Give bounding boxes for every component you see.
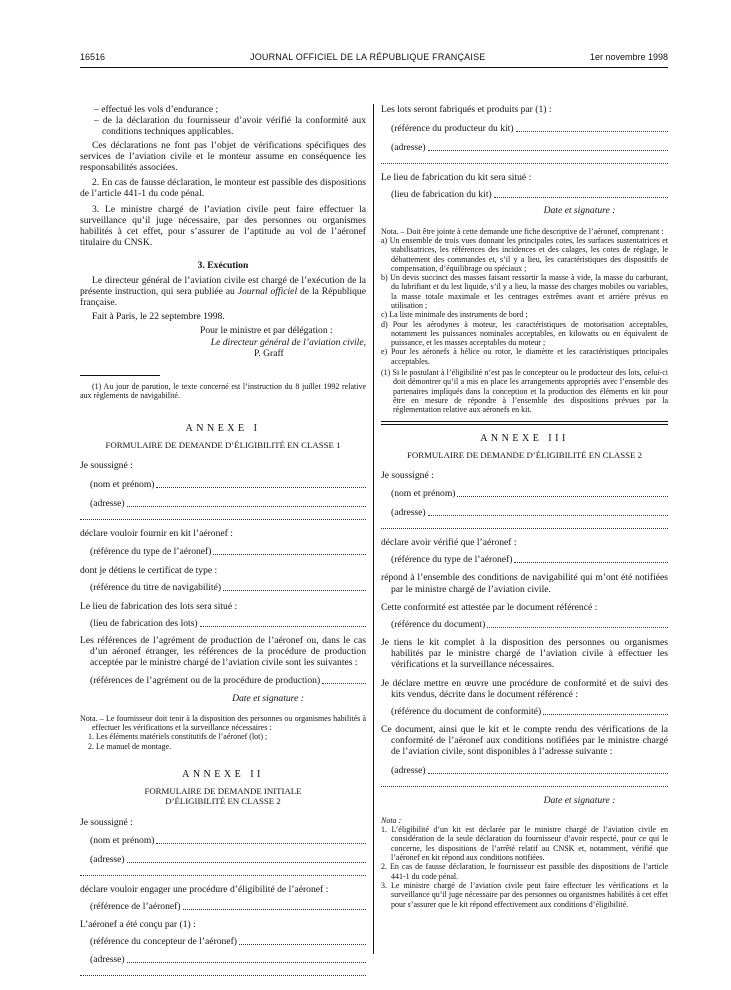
dotted-line <box>80 867 366 876</box>
nota: Nota. – Doit être jointe à cette demande une fiche descriptive de l’aéronef, comprenant : <box>381 226 664 236</box>
paragraph: Le directeur général de l’aviation civile est chargé de l’exécution de la présente instruction, qui sera publiée au Journal officiel de la République française. <box>80 274 366 309</box>
dotted-line <box>80 511 366 520</box>
header-rule <box>80 67 668 68</box>
nota-item: 1. Les éléments matériels constitutifs de l’aéronef (lot) ; <box>88 732 268 742</box>
footnote: (1) Au jour de parution, le texte concerné est l’instruction du 8 juillet 1992 relative aux règlements de navigabilité. <box>80 382 366 401</box>
form-field: (référence du document) <box>381 619 668 630</box>
journal-title: JOURNAL OFFICIEL DE LA RÉPUBLIQUE FRANÇAISE <box>250 52 486 62</box>
annex-subtitle: FORMULAIRE DE DEMANDE D’ÉLIGIBILITÉ EN CLASSE 1 <box>105 439 341 450</box>
footnote-separator <box>80 375 160 376</box>
date-signature: Date et signature : <box>543 205 616 217</box>
nota-item: a) Un ensemble de trois vues donnant les principales cotes, les surfaces sustentatrices et stabilisatrices, les références des incidences et des calages, les cotes de réglage, le débattement des commandes et, s’il y a lieu, les caractéristiques des dispositifs de compensation, d’équilibrage ou spéciaux ; <box>381 235 668 273</box>
form-field: (adresse) <box>80 498 366 509</box>
form-label: répond à l’ensemble des conditions de navigabilité qui m’ont été notifiées par le ministre chargé de l’aviation civile. <box>381 572 668 595</box>
annex-subtitle: FORMULAIRE DE DEMANDE INITIALE <box>144 785 302 796</box>
signatory: P. Graff <box>254 347 284 359</box>
form-label: dont je détiens le certificat de type : <box>80 564 218 576</box>
date-signature: Date et signature : <box>543 794 616 806</box>
nota-item: d) Pour les aérodynes à moteur, les caractéristiques de motorisation acceptables, notamment les puissances nominales acceptables, en kilowatts ou en équivalent de puissance, et les masses acceptables du moteur ; <box>381 319 668 348</box>
form-field: (référence du document de conformité) <box>381 706 668 717</box>
form-field: (référence du producteur du kit) <box>381 123 668 134</box>
nota-item: 2. Le manuel de montage. <box>88 741 172 751</box>
form-field: (référence du titre de navigabilité) <box>80 582 366 593</box>
form-field: (adresse) <box>381 507 668 518</box>
form-label: Les lots seront fabriqués et produits par (1) : <box>381 104 552 115</box>
form-label: Cette conformité est attestée par le document référencé : <box>381 601 598 613</box>
place-date: Fait à Paris, le 22 septembre 1998. <box>92 311 225 323</box>
dotted-line <box>381 520 668 529</box>
form-field: (adresse) <box>381 765 668 776</box>
annex-title: ANNEXE II <box>182 768 264 780</box>
form-field: (adresse) <box>381 142 668 153</box>
form-label: L’aéronef a été conçu par (1) : <box>80 919 196 931</box>
paragraph: 2. En cas de fausse déclaration, le monteur est passible des dispositions de l’article 441-1 du code pénal. <box>80 177 366 200</box>
form-label: Le lieu de fabrication du kit sera situé : <box>381 172 532 184</box>
nota-item: 1. L’éligibilité d’un kit est déclarée par le ministre chargé de l’aviation civile en considération de la seule déclaration du fournisseur d’avoir respecté, pour ce qui le concerne, les dispositions de l’arrêté relatif au CNSK et, notamment, vérifié que l’aéronef en kit répond aux conditions notifiées. <box>381 825 668 863</box>
dash-item: – effectué les vols d’endurance ; <box>94 104 219 115</box>
form-field: (adresse) <box>80 954 366 965</box>
form-field: (référence du concepteur de l’aéronef) <box>80 936 366 947</box>
form-field: (nom et prénom) <box>80 835 366 846</box>
issue-date: 1er novembre 1998 <box>589 52 668 62</box>
right-column <box>381 104 668 909</box>
form-label: Les références de l’agrément de production de l’aéronef ou, dans le cas d’un aéronef étranger, les références de la procédure de production acceptée par le ministre chargé de l’aviation civile sont les suivantes : <box>80 634 366 669</box>
form-label: Le lieu de fabrication des lots sera situé : <box>80 600 238 612</box>
form-field: (nom et prénom) <box>381 488 668 499</box>
form-label: Je soussigné : <box>381 470 434 482</box>
form-field: (lieu de fabrication des lots) <box>80 618 366 629</box>
form-field: (référence du type de l’aéronef) <box>381 554 668 565</box>
left-column <box>80 104 366 976</box>
dash-item: – de la déclaration du fournisseur d’avoir vérifié la conformité aux conditions techniques applicables. <box>94 115 366 138</box>
form-label: déclare vouloir fournir en kit l’aéronef : <box>80 528 233 540</box>
dotted-line <box>80 967 366 976</box>
form-label: Ce document, ainsi que le kit et le compte rendu des vérifications de la conformité de l’aéronef aux conditions notifiées par le ministre chargé de l’aviation civile, sont disponibles à l’adresse suivante : <box>381 724 668 758</box>
annex-subtitle: D’ÉLIGIBILITÉ EN CLASSE 2 <box>165 796 281 807</box>
annex-title: ANNEXE I <box>185 422 261 434</box>
nota-item: 3. Le ministre chargé de l’aviation civile peut faire effectuer les vérifications et la surveillance qu’il juge nécessaire par des personnes ou organismes habilités à cet effet pour s’assurer que le kit répond effectivement aux conditions d’éligibilité. <box>381 880 668 909</box>
form-label: Je soussigné : <box>80 460 133 472</box>
section-title: 3. Exécution <box>197 260 249 272</box>
page-number: 16516 <box>80 52 106 62</box>
paragraph: Ces déclarations ne font pas l’objet de vérifications spécifiques des services de l’aviation civile et le monteur assume en conséquence les responsabilités associées. <box>80 139 366 174</box>
nota-item: 2. En cas de fausse déclaration, le fournisseur est passible des dispositions de l’article 441-1 du code pénal. <box>381 862 668 881</box>
nota-item: b) Un devis succinct des masses faisant ressortir la masse à vide, la masse du carburant, du lubrifiant et du lest liquide, s’il y a lieu, la masse des charges mobiles ou variables, la masse totale maximale et les centrages extrêmes avant et arrière prévus en utilisation ; <box>381 273 668 310</box>
form-field: (lieu de fabrication du kit) <box>381 189 668 200</box>
nota: Nota : <box>381 815 402 825</box>
director-title: Le directeur général de l’aviation civile, <box>210 336 366 348</box>
form-label: Je déclare mettre en œuvre une procédure de conformité et de suivi des kits vendus, décrite dans le document référencé : <box>381 677 668 700</box>
form-label: déclare avoir vérifié que l’aéronef : <box>381 537 517 549</box>
footnote: (1) Si le postulant à l’éligibilité n’est pas le concepteur ou le producteur des lots, celui-ci doit démontrer qu’il a mis en place les arrangements appropriés avec l’ensemble des partenaires impliqués dans la conception et la production des éléments en kit pour être en mesure de répondre à l’ensemble des dispositions prévues par la réglementation relative aux aéronefs en kit. <box>381 368 668 415</box>
form-field: (nom et prénom) <box>80 479 366 490</box>
form-field: (référence du type de l’aéronef) <box>80 546 366 557</box>
form-field: (référence de l’aéronef) <box>80 901 366 912</box>
form-label: Je tiens le kit complet à la disposition des personnes ou organismes habilités par le ministre chargé de l’aviation civile à effectuer les vérifications et la surveillance nécessaires. <box>381 637 668 671</box>
section-rule <box>381 421 668 425</box>
date-signature: Date et signature : <box>232 692 304 704</box>
dotted-line <box>381 778 668 787</box>
form-field: (références de l’agrément ou de la procédure de production) <box>80 675 366 686</box>
nota-item: e) Pour les aéronefs à hélice ou rotor, le diamètre et les caractéristiques principales acceptables. <box>381 347 668 366</box>
dotted-line <box>381 155 668 164</box>
form-label: Je soussigné : <box>80 816 133 828</box>
column-divider <box>373 104 374 954</box>
paragraph: 3. Le ministre chargé de l’aviation civile peut faire effectuer la surveillance qu’il juge nécessaire, par des personnes ou organismes habilités à cet effet, pour s’assurer de l’aptitude au vol de l’aéronef titulaire du CNSK. <box>80 203 366 249</box>
for-minister: Pour le ministre et par délégation : <box>200 325 333 337</box>
form-field: (adresse) <box>80 854 366 865</box>
annex-subtitle: FORMULAIRE DE DEMANDE D’ÉLIGIBILITÉ EN CLASSE 2 <box>406 449 643 460</box>
form-label: déclare vouloir engager une procédure d’éligibilité de l’aéronef : <box>80 884 329 896</box>
nota: Nota. – Le fournisseur doit tenir à la disposition des personnes ou organismes habilités à effectuer les vérifications et la surveillance nécessaires : <box>80 713 366 733</box>
annex-title: ANNEXE III <box>480 432 569 444</box>
nota-item: c) La liste minimale des instruments de bord ; <box>381 310 528 320</box>
